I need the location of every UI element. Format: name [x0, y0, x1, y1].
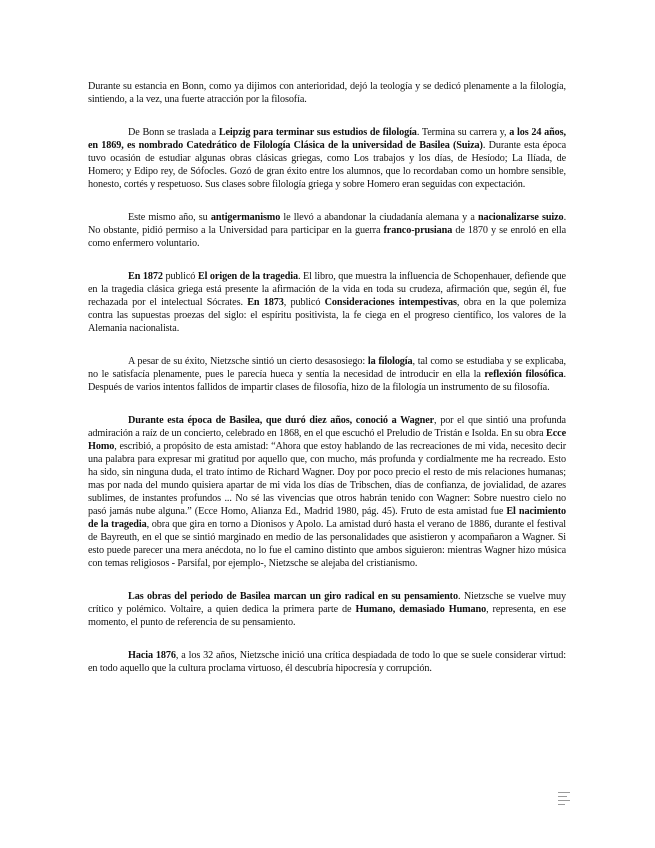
- bold-text-run: Durante esta época de Basilea, que duró diez años, conoció a Wagner: [128, 415, 435, 426]
- text-run: publicó: [162, 271, 198, 282]
- text-run: , obra en la que polemiza contra las supuestas proezas del siglo: el espíritu positivista, la fe ciega en el progreso científico, los valores de la Alemania nacionalista.: [88, 297, 566, 334]
- body-paragraph: [88, 355, 566, 394]
- text-run: . No obstante, pidió permiso a la Universidad para participar en la guerra: [88, 212, 567, 236]
- bold-text-run: El nacimiento de la tragedia: [88, 506, 566, 530]
- page-footer-mark: [558, 792, 572, 810]
- bold-text-run: antigermanismo: [210, 212, 281, 223]
- document-body: [88, 80, 566, 695]
- body-paragraph: [88, 649, 566, 675]
- bold-text-run: a los 24 años, en 1869, es nombrado Catedrático de Filología Clásica de la universidad de Basilea (Suiza): [88, 127, 566, 151]
- body-paragraph: [88, 126, 566, 191]
- bold-text-run: Las obras del periodo de Basilea marcan un giro radical en su pensamiento: [128, 591, 458, 602]
- text-run: , representa, en ese momento, el punto de referencia de su pensamiento.: [88, 604, 566, 628]
- text-run: . El libro, que muestra la influencia de Schopenhauer, defiende que en la tragedia clásica griega está presente la afirmación de la vida en toda su crudeza, afirmación que, según él, fue rechazada por el intelectual Sócrates.: [88, 271, 566, 308]
- bold-text-run: Ecce Homo: [88, 428, 566, 452]
- text-run: . Durante esta época tuvo ocasión de estudiar algunas obras clásicas griegas, como Los trabajos y los días, de Hesíodo; La Ilíada, de Homero; y Edipo rey, de Sófocles. Gozó de gran éxito entre los alumnos, que lo recordaban como un hombre sensible, honesto, cortés y respetuoso. Sus clases sobre filología griega y sobre Homero eran seguidas con expectación.: [88, 140, 567, 190]
- body-paragraph: [88, 414, 566, 570]
- bold-text-run: Leipzig para terminar sus estudios de filología: [218, 127, 417, 138]
- bold-text-run: franco-prusiana: [383, 225, 453, 236]
- text-run: , publicó: [283, 297, 325, 308]
- body-paragraph: [88, 211, 566, 250]
- bold-text-run: la filología: [367, 356, 413, 367]
- text-run: A pesar de su éxito, Nietzsche sintió un cierto desasosiego:: [128, 356, 368, 367]
- body-paragraph: [88, 80, 566, 106]
- text-run: Este mismo año, su: [128, 212, 211, 223]
- text-run: le llevó a abandonar la ciudadanía alemana y a: [280, 212, 478, 223]
- bold-text-run: El origen de la tragedia: [197, 271, 298, 282]
- text-run: Durante su estancia en Bonn, como ya dijimos con anterioridad, dejó la teología y se dedicó plenamente a la filología, sintiendo, a la vez, una fuerte atracción por la filosofía.: [88, 81, 566, 105]
- text-run: . Nietzsche se vuelve muy crítico y polémico. Voltaire, a quien dedica la primera parte de: [88, 591, 566, 615]
- text-run: , obra que gira en torno a Dionisos y Apolo. La amistad duró hasta el verano de 1886, durante el festival de Bayreuth, en el que se sintió marginado en medio de las personalidades que asistieron y acompañaron a Wagner. Si esto puede parecer una mera anécdota, no lo fue el camino distinto que ambos siguieron: mientras Wagner hizo música con temas religiosos - Parsifal, por ejemplo-, Nietzsche se alejaba del cristianismo.: [88, 519, 566, 569]
- bold-text-run: reflexión filosófica: [484, 369, 564, 380]
- text-run: . Después de varios intentos fallidos de impartir clases de filosofía, hizo de la filología un instrumento de su filosofía.: [88, 369, 566, 393]
- body-paragraph: [88, 590, 566, 629]
- text-run: , escribió, a propósito de esta amistad: “Ahora que estoy hablando de las recreaciones de mi vida, necesito decir una palabra para expresar mi gratitud por aquello que, con mucho, más profunda y cordialmente me ha recreado. Esto ha sido, sin ninguna duda, el trato íntimo de Richard Wagner. Doy por poco precio el resto de mis relaciones humanas; mas por nada del mundo quisiera apartar de mi vida los días de Tribschen, días de confianza, de jovialidad, de azares sublimes, de instantes profundos ... No sé las vivencias que otros habrán tenido con Wagner: Sobre nuestro cielo no pasó jamás nube alguna.” (Ecce Homo, Alianza Ed., Madrid 1980, pág. 45). Fruto de esta amistad fue: [88, 441, 566, 517]
- text-run: . Termina su carrera y,: [416, 127, 510, 138]
- text-run: , por el que sintió una profunda admiración a raíz de un concierto, celebrado en 1868, en el que escuchó el Preludio de Tristán e Isolda. En su obra: [88, 415, 566, 439]
- bold-text-run: En 1873: [247, 297, 284, 308]
- bold-text-run: En 1872: [128, 271, 163, 282]
- bold-text-run: Consideraciones intempestivas: [324, 297, 457, 308]
- bold-text-run: Hacia 1876: [128, 650, 176, 661]
- bold-text-run: Humano, demasiado Humano: [355, 604, 487, 615]
- text-run: , tal como se estudiaba y se explicaba, no le satisfacía plenamente, pues le parecía hueca y sentía la necesidad de introducir en ella la: [88, 356, 566, 380]
- text-run: De Bonn se traslada a: [128, 127, 219, 138]
- body-paragraph: [88, 270, 566, 335]
- bold-text-run: nacionalizarse suizo: [477, 212, 564, 223]
- text-run: , a los 32 años, Nietzsche inició una crítica despiadada de todo lo que se suele considerar virtud: en todo aquello que la cultura proclama virtuoso, él descubría hipocresía y corrupción.: [88, 650, 566, 674]
- text-run: de 1870 y se enroló en ella como enfermero voluntario.: [88, 225, 567, 249]
